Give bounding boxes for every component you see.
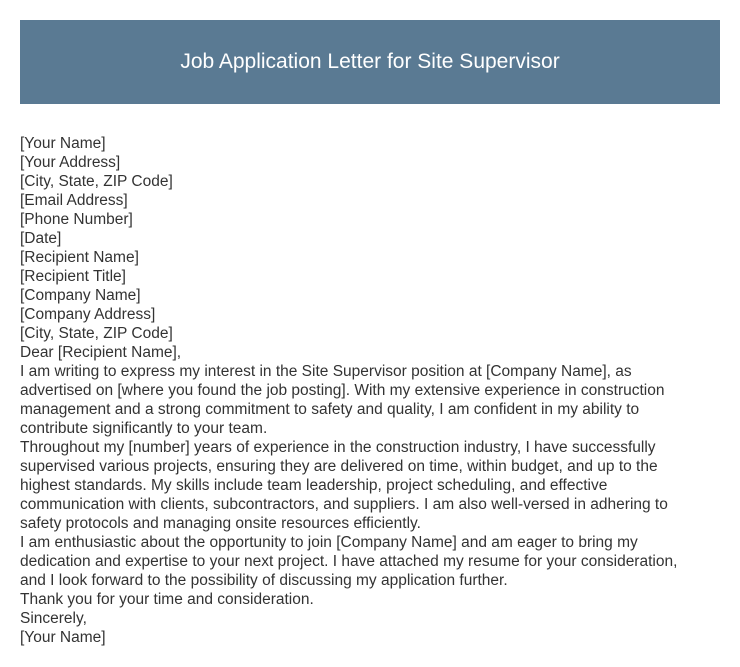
sender-name: [Your Name] <box>20 135 106 152</box>
signature-line: [Your Name] <box>20 629 106 646</box>
salutation: Dear [Recipient Name], <box>20 344 182 361</box>
paragraph-intro <box>20 362 720 438</box>
paragraph-closing <box>20 533 720 590</box>
header-banner <box>20 20 720 104</box>
paragraph-line: and I look forward to the possibility of discussing my application further. <box>20 572 508 589</box>
sender-phone: [Phone Number] <box>20 211 133 228</box>
sender-email: [Email Address] <box>20 192 128 209</box>
thanks-line: Thank you for your time and consideration. <box>20 591 314 608</box>
paragraph-experience <box>20 438 720 533</box>
paragraph-line: supervised various projects, ensuring they are delivered on time, within budget, and up to the <box>20 458 658 475</box>
sender-address: [Your Address] <box>20 154 121 171</box>
paragraph-line: I am enthusiastic about the opportunity to join [Company Name] and am eager to bring my <box>20 534 638 551</box>
recipient-company-address: [Company Address] <box>20 306 156 323</box>
paragraph-line: management and a strong commitment to safety and quality, I am confident in my ability to <box>20 401 640 418</box>
paragraph-line: highest standards. My skills include team leadership, project scheduling, and effective <box>20 477 608 494</box>
paragraph-line: Throughout my [number] years of experience in the construction industry, I have successfully <box>20 439 656 456</box>
page-title: Job Application Letter for Site Supervisor <box>180 50 560 73</box>
sender-city-state-zip: [City, State, ZIP Code] <box>20 173 173 190</box>
closing-line: Sincerely, <box>20 610 87 627</box>
recipient-block <box>20 248 720 343</box>
paragraph-line: advertised on [where you found the job posting]. With my extensive experience in construction <box>20 382 665 399</box>
recipient-title: [Recipient Title] <box>20 268 126 285</box>
recipient-company: [Company Name] <box>20 287 141 304</box>
paragraph-line: I am writing to express my interest in the Site Supervisor position at [Company Name], as <box>20 363 632 380</box>
recipient-city-state-zip: [City, State, ZIP Code] <box>20 325 173 342</box>
paragraph-line: dedication and expertise to your next project. I have attached my resume for your consideration, <box>20 553 678 570</box>
letter-date: [Date] <box>20 230 62 247</box>
paragraph-line: contribute significantly to your team. <box>20 420 268 437</box>
paragraph-line: safety protocols and managing onsite resources efficiently. <box>20 515 421 532</box>
paragraph-line: communication with clients, subcontractors, and suppliers. I am also well-versed in adhering to <box>20 496 668 513</box>
sender-block <box>20 134 720 248</box>
letter-body <box>20 134 720 647</box>
recipient-name: [Recipient Name] <box>20 249 139 266</box>
